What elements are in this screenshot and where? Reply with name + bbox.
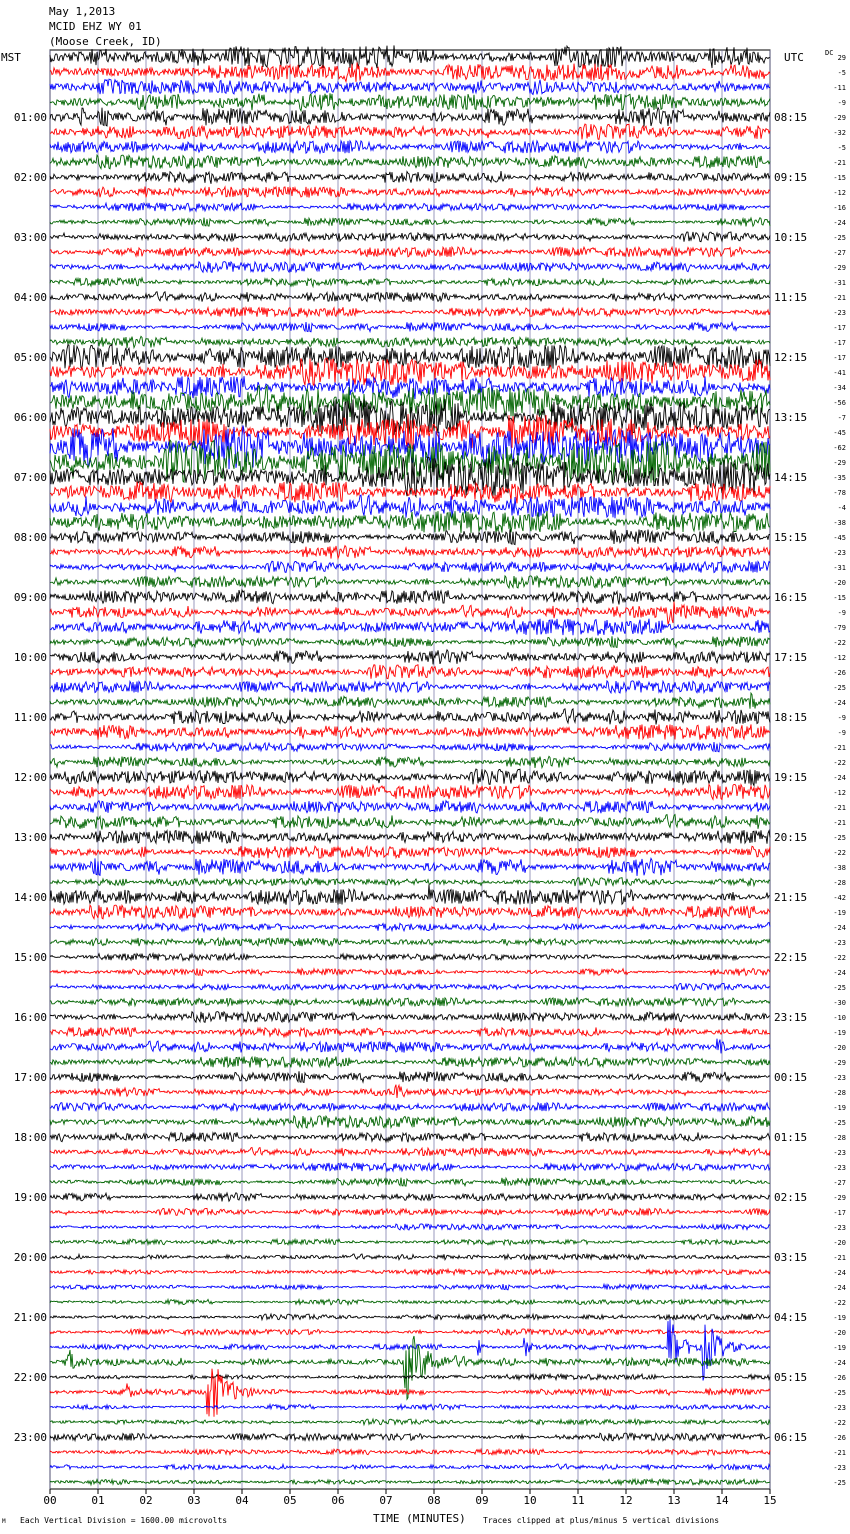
seismic-trace: [50, 1404, 770, 1410]
seismic-trace: [50, 905, 770, 919]
dc-offset-label: -62: [833, 444, 846, 452]
right-hour-label: 03:15: [774, 1251, 808, 1264]
dc-offset-label: -22: [833, 849, 846, 857]
dc-offset-label: -29: [833, 114, 846, 122]
seismic-trace: [50, 171, 770, 184]
left-hour-label: 20:00: [13, 1251, 47, 1264]
seismic-trace: [50, 576, 770, 588]
dc-offset-label: -23: [833, 1224, 846, 1232]
dc-header: DC: [825, 49, 834, 57]
scale-note: Each Vertical Division = 1600.00 microvolts: [20, 1516, 228, 1525]
seismic-trace: [50, 650, 770, 665]
right-hour-label: 17:15: [774, 651, 808, 664]
left-hour-label: 07:00: [13, 471, 47, 484]
dc-offset-label: -42: [833, 894, 846, 902]
dc-offset-label: -38: [833, 519, 846, 527]
dc-offset-label: -22: [833, 954, 846, 962]
dc-offset-label: -25: [833, 684, 846, 692]
dc-offset-label: -23: [833, 1149, 846, 1157]
dc-offset-label: -19: [833, 1029, 846, 1037]
seismic-trace: [50, 878, 770, 886]
dc-offset-label: -9: [837, 609, 846, 617]
dc-offset-label: -28: [833, 1089, 846, 1097]
clip-note: Traces clipped at plus/minus 5 vertical divisions: [483, 1516, 720, 1525]
x-tick-label: 05: [283, 1494, 297, 1507]
dc-offset-label: -17: [833, 1209, 846, 1217]
dc-offset-label: -21: [833, 819, 846, 827]
dc-offset-label: -20: [833, 1329, 846, 1337]
seismic-trace: [50, 1239, 770, 1245]
seismic-trace: [50, 724, 770, 739]
left-hour-label: 10:00: [13, 651, 47, 664]
seismic-trace: [50, 590, 770, 605]
seismic-trace: [50, 1116, 770, 1128]
seismic-trace: [50, 376, 770, 399]
left-hour-label: 22:00: [13, 1371, 47, 1384]
left-hour-label: 11:00: [13, 711, 47, 724]
seismic-trace: [50, 619, 770, 636]
seismic-trace: [50, 232, 770, 242]
left-hour-label: 06:00: [13, 411, 47, 424]
dc-offset-label: -20: [833, 579, 846, 587]
dc-offset-label: -19: [833, 1344, 846, 1352]
left-hour-label: 05:00: [13, 351, 47, 364]
dc-offset-label: -25: [833, 1119, 846, 1127]
seismic-trace: [50, 93, 770, 111]
seismic-trace: [50, 1479, 770, 1485]
dc-offset-label: -29: [833, 264, 846, 272]
dc-offset-label: -32: [833, 129, 846, 137]
seismic-trace: [50, 1299, 770, 1305]
dc-offset-label: -17: [833, 339, 846, 347]
dc-offset-label: -5: [837, 69, 846, 77]
x-tick-label: 07: [379, 1494, 393, 1507]
x-tick-label: 12: [619, 1494, 633, 1507]
dc-offset-label: -21: [833, 1254, 846, 1262]
dc-offset-label: -11: [833, 84, 846, 92]
right-hour-label: 10:15: [774, 231, 808, 244]
dc-offset-label: -22: [833, 1419, 846, 1427]
right-hour-label: 02:15: [774, 1191, 808, 1204]
right-hour-label: 12:15: [774, 351, 808, 364]
seismic-trace: [50, 307, 770, 317]
date-label: May 1,2013: [49, 5, 116, 18]
dc-offset-label: -7: [837, 414, 846, 422]
seismic-trace: [50, 561, 770, 572]
dc-offset-label: -23: [833, 1464, 846, 1472]
seismic-trace: [50, 1374, 770, 1380]
dc-offset-label: -56: [833, 399, 846, 407]
seismic-trace: [50, 815, 770, 830]
seismic-trace: [50, 141, 770, 154]
dc-offset-label: -25: [833, 984, 846, 992]
left-hour-label: 14:00: [13, 891, 47, 904]
left-hour-label: 03:00: [13, 231, 47, 244]
left-hour-label: 17:00: [13, 1071, 47, 1084]
x-tick-label: 06: [331, 1494, 345, 1507]
dc-offset-label: -29: [833, 1194, 846, 1202]
right-hour-label: 11:15: [774, 291, 808, 304]
right-hour-label: 16:15: [774, 591, 808, 604]
seismic-trace: [50, 636, 770, 647]
dc-offset-label: -23: [833, 549, 846, 557]
seismic-trace: [50, 1071, 770, 1082]
seismic-trace: [50, 1057, 770, 1068]
dc-offset-label: -22: [833, 759, 846, 767]
seismic-trace: [50, 546, 770, 559]
dc-offset-label: -23: [833, 1074, 846, 1082]
seismic-trace: [50, 769, 770, 786]
dc-offset-label: -15: [833, 594, 846, 602]
seismic-trace: [50, 187, 770, 198]
dc-offset-label: -12: [833, 189, 846, 197]
dc-offset-label: -10: [833, 1014, 846, 1022]
dc-offset-label: -21: [833, 1449, 846, 1457]
seismic-trace: [50, 681, 770, 693]
right-hour-label: 23:15: [774, 1011, 808, 1024]
seismic-trace: [50, 1103, 770, 1112]
dc-offset-label: -24: [833, 1284, 846, 1292]
left-hour-label: 16:00: [13, 1011, 47, 1024]
dc-offset-label: -27: [833, 1179, 846, 1187]
seismic-trace: [50, 1433, 770, 1441]
dc-offset-label: -21: [833, 159, 846, 167]
right-hour-label: 22:15: [774, 951, 808, 964]
left-hour-label: 04:00: [13, 291, 47, 304]
seismic-trace: [50, 386, 770, 418]
seismic-trace: [50, 968, 770, 975]
dc-offset-label: -15: [833, 174, 846, 182]
dc-offset-label: -23: [833, 939, 846, 947]
dc-offset-label: -24: [833, 699, 846, 707]
x-axis-title: TIME (MINUTES): [373, 1512, 466, 1525]
dc-offset-label: -23: [833, 1404, 846, 1412]
x-tick-label: 09: [475, 1494, 489, 1507]
x-tick-label: 10: [523, 1494, 537, 1507]
dc-offset-label: -29: [833, 459, 846, 467]
dc-offset-label: -45: [833, 534, 846, 542]
dc-offset-label: -20: [833, 1239, 846, 1247]
left-hour-label: 13:00: [13, 831, 47, 844]
seismic-trace: [50, 858, 770, 876]
dc-offset-label: -5: [837, 144, 846, 152]
left-hour-label: 18:00: [13, 1131, 47, 1144]
dc-offset-label: -17: [833, 354, 846, 362]
x-tick-label: 02: [139, 1494, 153, 1507]
seismic-trace: [50, 693, 770, 709]
x-tick-label: 03: [187, 1494, 201, 1507]
seismic-trace: [50, 1148, 770, 1157]
seismic-trace: [50, 1314, 770, 1320]
seismic-trace: [50, 801, 770, 814]
x-tick-label: 13: [667, 1494, 681, 1507]
dc-offset-label: -38: [833, 864, 846, 872]
dc-offset-label: -25: [833, 834, 846, 842]
dc-offset-label: -24: [833, 774, 846, 782]
dc-offset-label: -12: [833, 789, 846, 797]
dc-offset-label: -22: [833, 639, 846, 647]
right-hour-label: 21:15: [774, 891, 808, 904]
dc-offset-label: -21: [833, 744, 846, 752]
seismic-trace: [50, 923, 770, 932]
right-hour-label: 19:15: [774, 771, 808, 784]
dc-offset-label: -9: [837, 729, 846, 737]
right-hour-label: 20:15: [774, 831, 808, 844]
x-tick-label: 00: [43, 1494, 57, 1507]
dc-offset-label: -28: [833, 879, 846, 887]
seismic-trace: [50, 784, 770, 799]
dc-offset-label: -9: [837, 714, 846, 722]
right-hour-label: 09:15: [774, 171, 808, 184]
seismic-trace: [50, 1039, 770, 1054]
dc-offset-label: -26: [833, 1374, 846, 1382]
left-hour-label: 08:00: [13, 531, 47, 544]
seismic-trace: [50, 846, 770, 858]
dc-offset-label: -45: [833, 429, 846, 437]
seismic-trace: [50, 665, 770, 679]
dc-offset-label: -26: [833, 669, 846, 677]
seismic-trace: [50, 1224, 770, 1230]
x-tick-label: 15: [763, 1494, 777, 1507]
right-hour-label: 13:15: [774, 411, 808, 424]
dc-offset-label: -21: [833, 294, 846, 302]
dc-offset-label: -17: [833, 324, 846, 332]
seismic-trace: [50, 1419, 770, 1425]
dc-offset-label: -30: [833, 999, 846, 1007]
seismic-trace: [50, 218, 770, 227]
seismic-trace: [50, 1254, 770, 1260]
seismic-trace: [50, 954, 770, 961]
dc-offset-label: -24: [833, 1359, 846, 1367]
left-hour-label: 15:00: [13, 951, 47, 964]
x-tick-label: 04: [235, 1494, 249, 1507]
dc-offset-label: -24: [833, 219, 846, 227]
dc-offset-label: -41: [833, 369, 846, 377]
dc-offset-label: -20: [833, 1044, 846, 1052]
seismic-trace: [50, 1208, 770, 1215]
seismic-trace: [50, 1449, 770, 1455]
seismic-trace: [50, 1012, 770, 1023]
right-timezone-label: UTC: [784, 51, 804, 64]
right-hour-label: 14:15: [774, 471, 808, 484]
seismic-trace: [50, 1085, 770, 1098]
seismic-trace: [50, 79, 770, 94]
seismic-trace: [50, 998, 770, 1006]
seismic-trace: [50, 63, 770, 82]
corner-mark: M: [2, 1518, 6, 1525]
right-hour-label: 08:15: [774, 111, 808, 124]
dc-offset-label: -12: [833, 654, 846, 662]
dc-offset-label: -23: [833, 1164, 846, 1172]
dc-offset-label: -31: [833, 564, 846, 572]
seismic-trace: [50, 1178, 770, 1186]
x-tick-label: 14: [715, 1494, 729, 1507]
dc-offset-label: -24: [833, 969, 846, 977]
seismic-trace: [50, 322, 770, 332]
right-hour-label: 05:15: [774, 1371, 808, 1384]
dc-offset-label: -4: [837, 504, 846, 512]
seismic-trace: [50, 742, 770, 752]
seismic-trace: [50, 247, 770, 257]
dc-offset-label: -34: [833, 384, 846, 392]
dc-offset-label: -24: [833, 924, 846, 932]
left-hour-label: 12:00: [13, 771, 47, 784]
dc-offset-label: -26: [833, 1434, 846, 1442]
dc-offset-label: -19: [833, 1314, 846, 1322]
seismic-trace: [50, 1284, 770, 1290]
seismic-trace: [50, 884, 770, 904]
seismic-trace: [50, 756, 770, 768]
seismic-trace: [50, 155, 770, 169]
dc-offset-label: -22: [833, 1299, 846, 1307]
dc-offset-label: -78: [833, 489, 846, 497]
dc-offset-label: -29: [833, 1059, 846, 1067]
dc-offset-label: -35: [833, 474, 846, 482]
left-hour-label: 21:00: [13, 1311, 47, 1324]
dc-offset-label: -16: [833, 204, 846, 212]
seismic-trace: [50, 203, 770, 211]
seismic-trace: [50, 45, 770, 68]
dc-offset-label: -9: [837, 99, 846, 107]
left-hour-label: 23:00: [13, 1431, 47, 1444]
seismic-trace: [50, 938, 770, 946]
dc-offset-label: -25: [833, 1479, 846, 1487]
station-label: MCID EHZ WY 01: [49, 20, 142, 33]
dc-offset-label: -23: [833, 309, 846, 317]
x-tick-label: 11: [571, 1494, 585, 1507]
seismic-trace: [50, 1132, 770, 1142]
left-hour-label: 09:00: [13, 591, 47, 604]
dc-offset-label: -27: [833, 249, 846, 257]
right-hour-label: 04:15: [774, 1311, 808, 1324]
seismic-trace: [50, 830, 770, 844]
right-hour-label: 01:15: [774, 1131, 808, 1144]
dc-offset-label: -31: [833, 279, 846, 287]
seismic-trace: [50, 529, 770, 545]
seismic-trace: [50, 709, 770, 725]
seismic-trace: [50, 1329, 770, 1335]
seismic-trace: [50, 278, 770, 287]
right-hour-label: 06:15: [774, 1431, 808, 1444]
dc-offset-label: -25: [833, 234, 846, 242]
right-hour-label: 18:15: [774, 711, 808, 724]
seismic-trace: [50, 292, 770, 302]
x-tick-label: 01: [91, 1494, 105, 1507]
seismic-trace: [50, 495, 770, 518]
dc-offset-label: -79: [833, 624, 846, 632]
location-label: (Moose Creek, ID): [49, 35, 162, 48]
seismic-trace: [50, 1163, 770, 1171]
dc-offset-label: -24: [833, 1269, 846, 1277]
left-hour-label: 02:00: [13, 171, 47, 184]
seismic-trace: [50, 1193, 770, 1202]
seismic-trace: [50, 262, 770, 273]
seismic-trace: [50, 108, 770, 127]
dc-offset-label: -19: [833, 909, 846, 917]
dc-offset-label: -19: [833, 1104, 846, 1112]
left-hour-label: 01:00: [13, 111, 47, 124]
dc-offset-label: -28: [833, 1134, 846, 1142]
right-hour-label: 00:15: [774, 1071, 808, 1084]
dc-offset-label: -25: [833, 1389, 846, 1397]
left-hour-label: 19:00: [13, 1191, 47, 1204]
seismic-trace: [50, 124, 770, 139]
left-timezone-label: MST: [1, 51, 21, 64]
right-hour-label: 15:15: [774, 531, 808, 544]
seismic-trace: [50, 1269, 770, 1275]
dc-offset-label: -21: [833, 804, 846, 812]
seismic-trace: [50, 1027, 770, 1037]
seismic-trace: [50, 1464, 770, 1470]
dc-offset-label: 29: [837, 54, 846, 62]
seismic-trace: [50, 983, 770, 990]
x-tick-label: 08: [427, 1494, 441, 1507]
